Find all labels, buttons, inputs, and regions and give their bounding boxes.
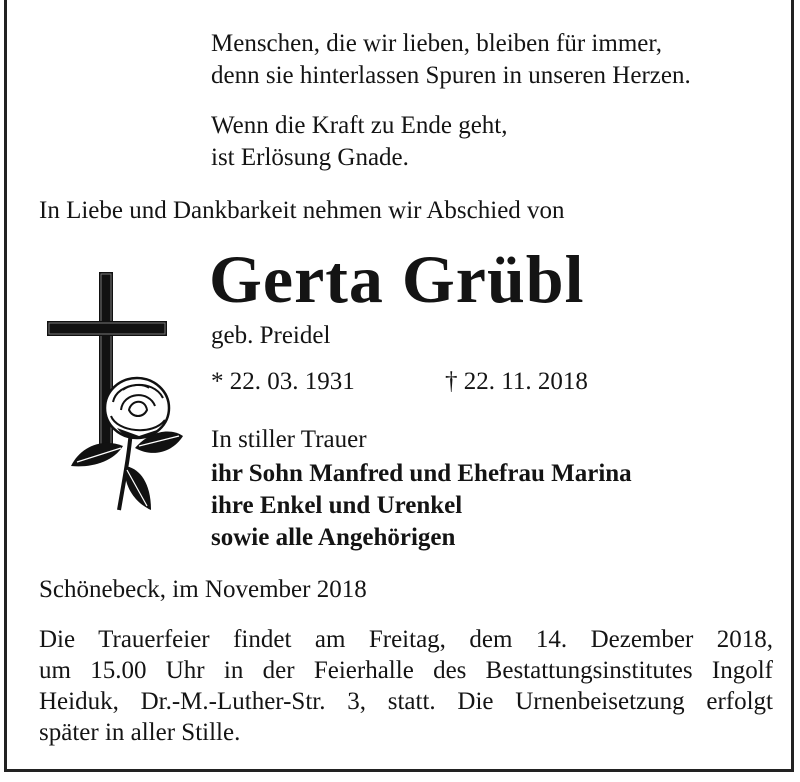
- funeral-details: [39, 624, 773, 748]
- funeral-line: Heiduk, Dr.-M.-Luther-Str. 3, statt. Die Urnenbeisetzung erfolgt: [39, 688, 773, 715]
- obituary-notice: [4, 0, 794, 772]
- quote-line-3: Wenn die Kraft zu Ende geht,: [211, 112, 508, 139]
- mourner-line: sowie alle Angehörigen: [211, 524, 456, 551]
- quote-line-2: denn sie hinterlassen Spuren in unseren Herzen.: [211, 62, 691, 89]
- birth-date: * 22. 03. 1931: [211, 368, 355, 395]
- quote-stanza-2: [211, 110, 507, 174]
- intro-text: In Liebe und Dankbarkeit nehmen wir Abschied von: [39, 197, 565, 224]
- rose-icon: [71, 378, 183, 510]
- deceased-name: Gerta Grübl: [209, 241, 585, 317]
- mourner-line: ihre Enkel und Urenkel: [211, 492, 463, 519]
- quote-line-4: ist Erlösung Gnade.: [211, 144, 409, 171]
- funeral-line: später in aller Stille.: [39, 719, 241, 746]
- mourner-line: ihr Sohn Manfred und Ehefrau Marina: [211, 460, 632, 487]
- quote-stanza-1: [211, 28, 691, 92]
- cross-icon: [43, 270, 193, 522]
- mourning-heading: In stiller Trauer: [211, 426, 367, 453]
- maiden-name: geb. Preidel: [211, 322, 331, 349]
- quote-line-1: Menschen, die wir lieben, bleiben für immer,: [211, 30, 662, 57]
- death-date: † 22. 11. 2018: [445, 368, 588, 395]
- funeral-line: um 15.00 Uhr in der Feierhalle des Bestattungsinstitutes Ingolf: [39, 657, 773, 684]
- funeral-line: Die Trauerfeier findet am Freitag, dem 14. Dezember 2018,: [39, 626, 773, 653]
- place-and-date: Schönebeck, im November 2018: [39, 576, 367, 603]
- cross-with-rose: [43, 270, 193, 522]
